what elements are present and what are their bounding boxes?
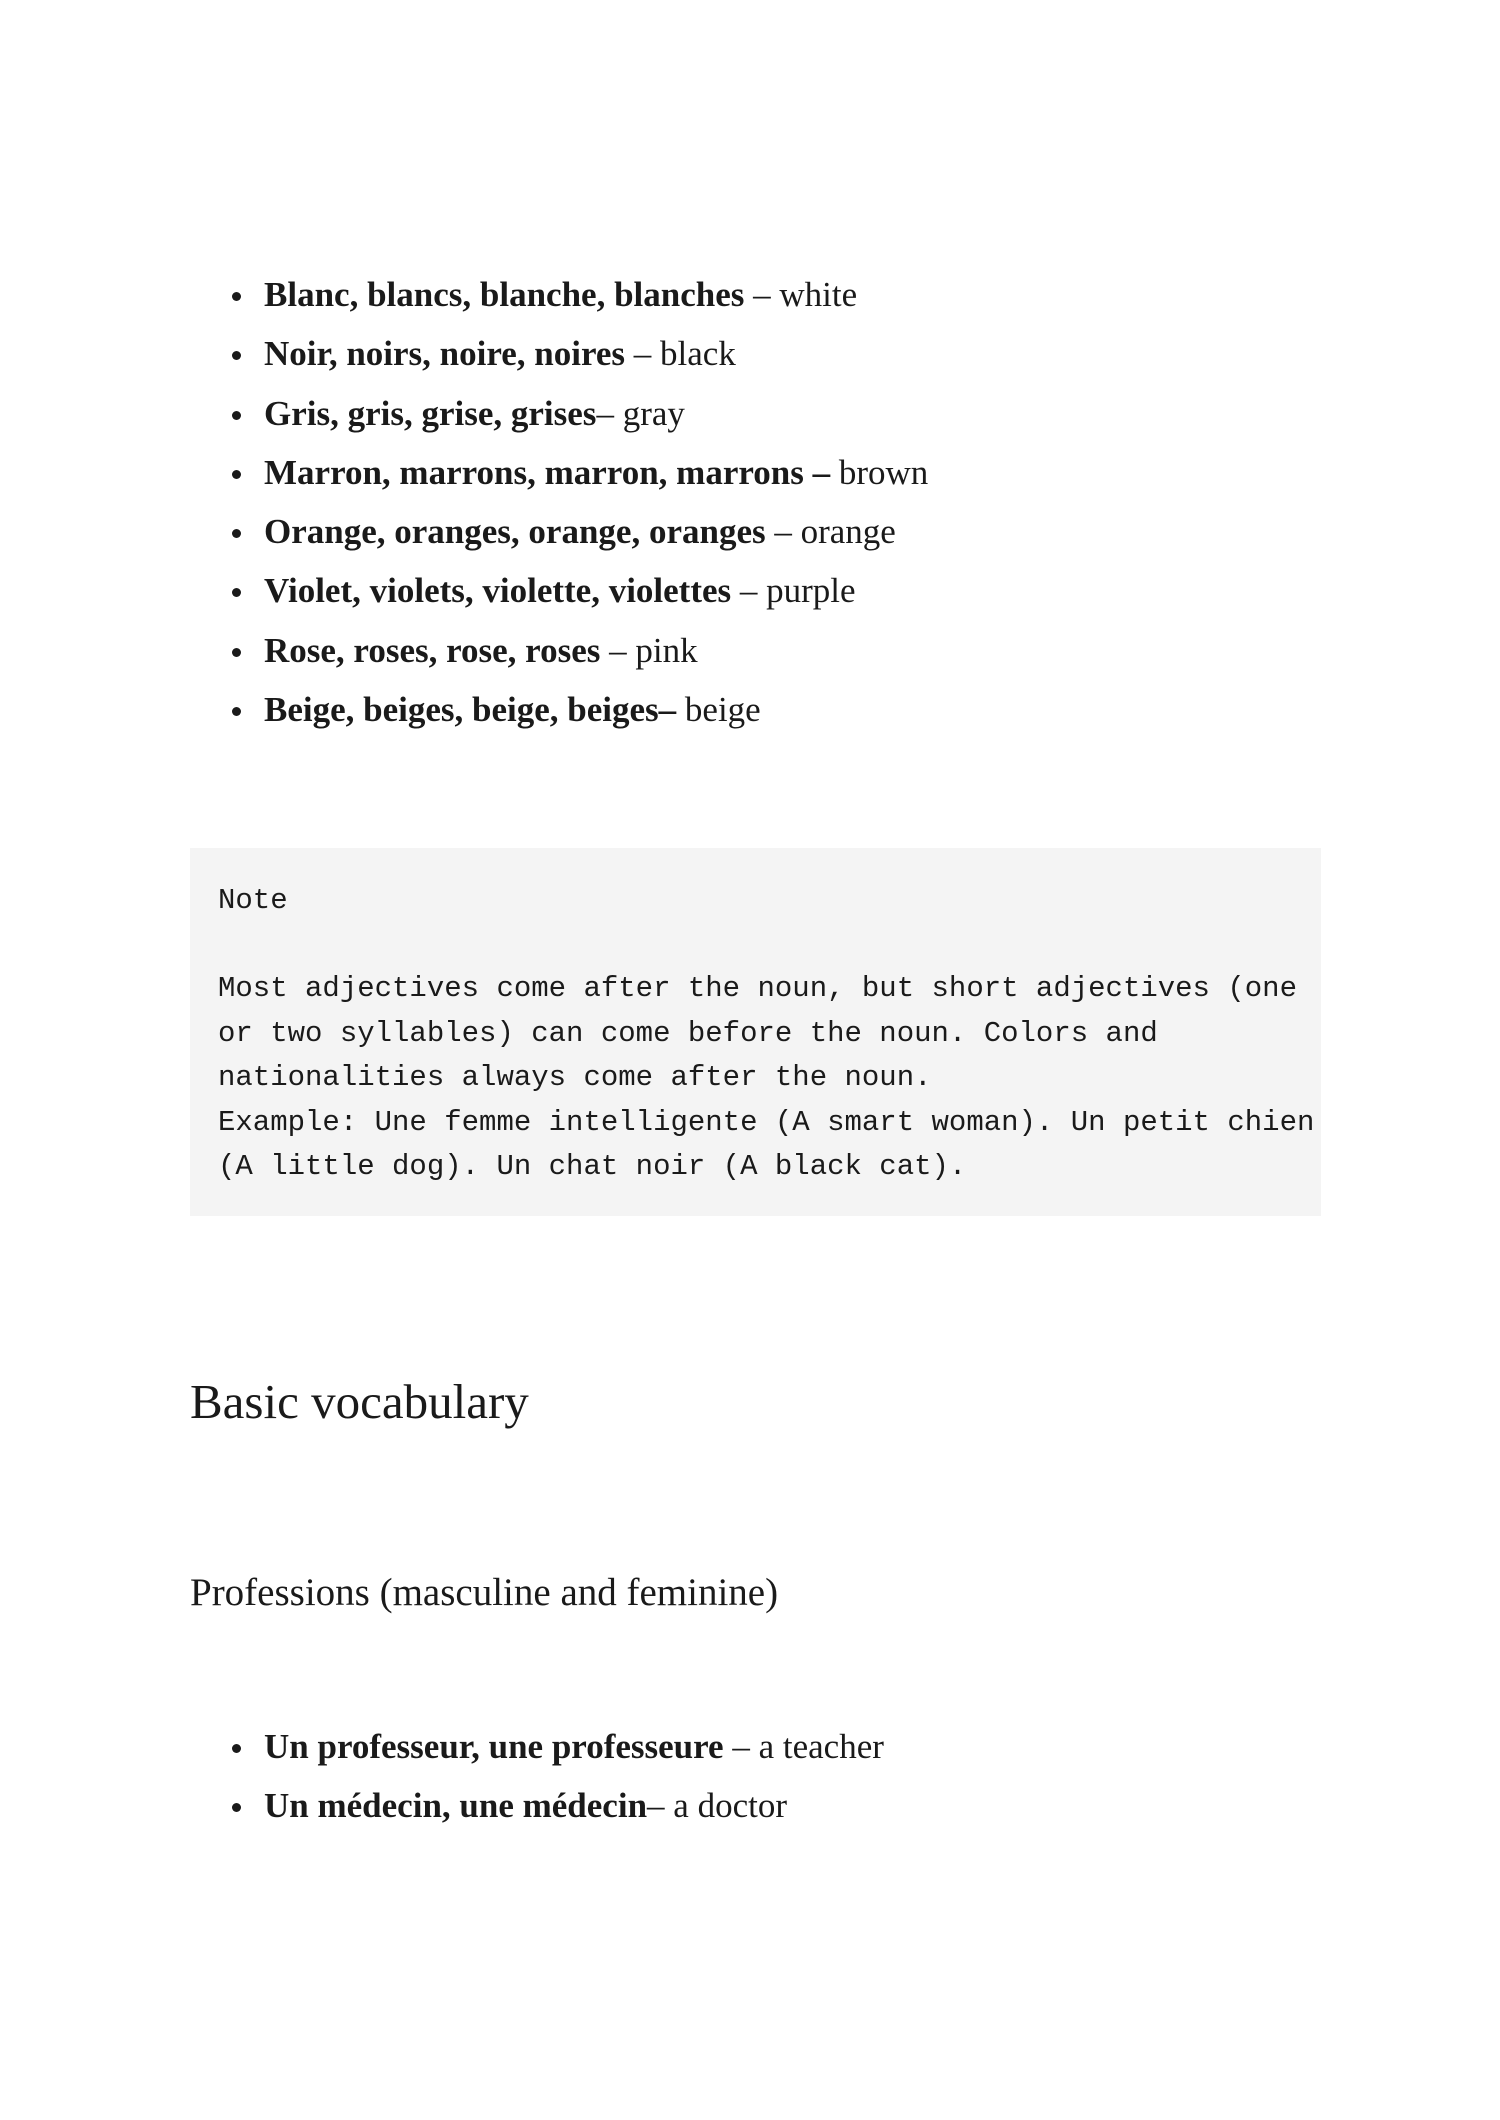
vocab-term: Rose, roses, rose, roses [264, 630, 601, 670]
list-item [228, 680, 1328, 739]
vocab-term: Noir, noirs, noire, noires [264, 334, 626, 374]
vocab-term: Un professeur, une professeure [264, 1727, 724, 1766]
vocab-meaning: purple [766, 571, 856, 611]
vocab-separator: – [731, 571, 767, 611]
vocab-separator [676, 690, 685, 729]
section-title: Basic vocabulary [190, 1374, 529, 1429]
vocab-separator [830, 453, 839, 492]
note-title: Note [218, 884, 288, 917]
vocab-term: Beige, beiges, beige, beiges– [264, 690, 677, 730]
list-item [228, 502, 1328, 561]
list-item [228, 1717, 1328, 1776]
note-line: or two syllables) can come before the noun. Colors and [218, 1016, 1158, 1050]
subsection-title: Professions (masculine and feminine) [190, 1571, 779, 1614]
vocab-meaning: beige [684, 690, 761, 730]
list-item [228, 1776, 1328, 1835]
vocab-meaning: pink [635, 630, 698, 670]
vocab-separator: – [647, 1786, 674, 1826]
list-item [228, 443, 1328, 502]
vocab-separator: – [765, 512, 801, 552]
professions-list [228, 1717, 1328, 1836]
vocab-separator: – [596, 393, 623, 433]
list-item [228, 384, 1328, 443]
vocab-term: Marron, marrons, marron, marrons – [264, 452, 831, 492]
note-line: Example: Une femme intelligente (A smart woman). Un petit chien [218, 1105, 1315, 1139]
vocab-term: Un médecin, une médecin [264, 1786, 648, 1826]
vocab-separator: – [600, 630, 636, 670]
vocab-term: Violet, violets, violette, violettes [264, 571, 732, 611]
vocab-meaning: a teacher [758, 1727, 884, 1766]
vocab-meaning: brown [838, 452, 929, 492]
list-item [228, 621, 1328, 680]
note-line: nationalities always come after the noun. [218, 1061, 932, 1094]
vocab-meaning: black [660, 334, 736, 374]
list-item [228, 324, 1328, 383]
vocab-meaning: orange [800, 512, 896, 552]
vocab-term: Gris, gris, grise, grises [264, 393, 597, 433]
vocab-meaning: white [779, 275, 858, 314]
vocab-meaning: gray [622, 393, 685, 433]
vocab-separator: – [744, 275, 780, 314]
vocab-separator: – [723, 1727, 759, 1766]
vocab-term: Orange, oranges, orange, oranges [264, 512, 766, 552]
vocab-term: Blanc, blancs, blanche, blanches [264, 275, 745, 314]
vocab-separator: – [625, 334, 661, 374]
vocab-meaning: a doctor [673, 1786, 787, 1826]
list-item [228, 561, 1328, 620]
note-line: (A little dog). Un chat noir (A black cat). [218, 1150, 967, 1183]
list-item [228, 265, 1328, 324]
note-box [190, 848, 1321, 1216]
note-line: Most adjectives come after the noun, but short adjectives (one [218, 972, 1297, 1005]
colors-list [228, 265, 1328, 739]
